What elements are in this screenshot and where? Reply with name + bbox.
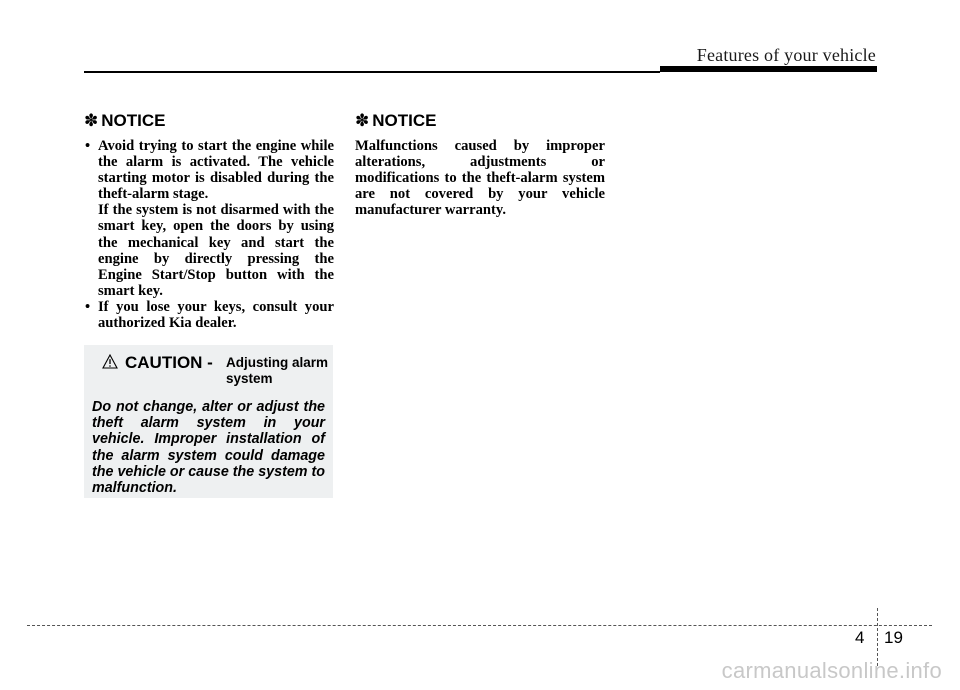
notice-bullet-list — [84, 138, 334, 331]
bullet-text: Avoid trying to start the engine while the alarm is activated. The vehicle starting motor is disabled during the theft-alarm stage. — [98, 138, 334, 203]
caution-text: Do not change, alter or adjust the theft alarm system in your vehicle. Improper installation of the alarm system could damage the vehicle or cause the system to malfunction. — [92, 399, 325, 497]
list-item — [84, 299, 334, 331]
caution-heading — [92, 353, 329, 391]
caution-subtitle: Adjusting alarm system — [226, 355, 329, 386]
watermark: carmanualsonline.info — [721, 658, 942, 683]
list-item — [84, 138, 334, 299]
bullet-text: If the system is not disarmed with the smart key, open the doors by using the mechanical key and start the engine by directly pressing the Engine Start/Stop button with the smart key. — [98, 202, 334, 299]
notice-mark-icon: ✽ — [355, 111, 370, 130]
notice-mark-icon: ✽ — [84, 111, 99, 130]
bullet-icon: • — [85, 138, 91, 154]
header-rule-thick — [660, 66, 877, 72]
footer-rule — [27, 625, 932, 626]
chapter-number: 4 — [855, 628, 865, 647]
bullet-icon: • — [85, 298, 91, 315]
notice-title: NOTICE — [101, 111, 166, 130]
caution-label: CAUTION - — [125, 353, 213, 372]
header-rule-thin — [84, 71, 660, 73]
notice-heading — [355, 110, 605, 132]
page-header-title: Features of your vehicle — [696, 45, 876, 65]
caution-box — [84, 345, 333, 498]
notice-body-text: Malfunctions caused by improper alterations, adjustments or modifications to the theft-alarm system are not covered by your vehicle manufacturer warranty. — [355, 138, 605, 219]
notice-heading — [84, 110, 334, 132]
bullet-text: If you lose your keys, consult your authorized Kia dealer. — [98, 298, 334, 332]
page-number: 19 — [884, 628, 903, 647]
left-notice — [84, 110, 334, 331]
notice-title: NOTICE — [372, 111, 437, 130]
warning-triangle-icon — [102, 354, 118, 374]
right-notice — [355, 110, 605, 218]
